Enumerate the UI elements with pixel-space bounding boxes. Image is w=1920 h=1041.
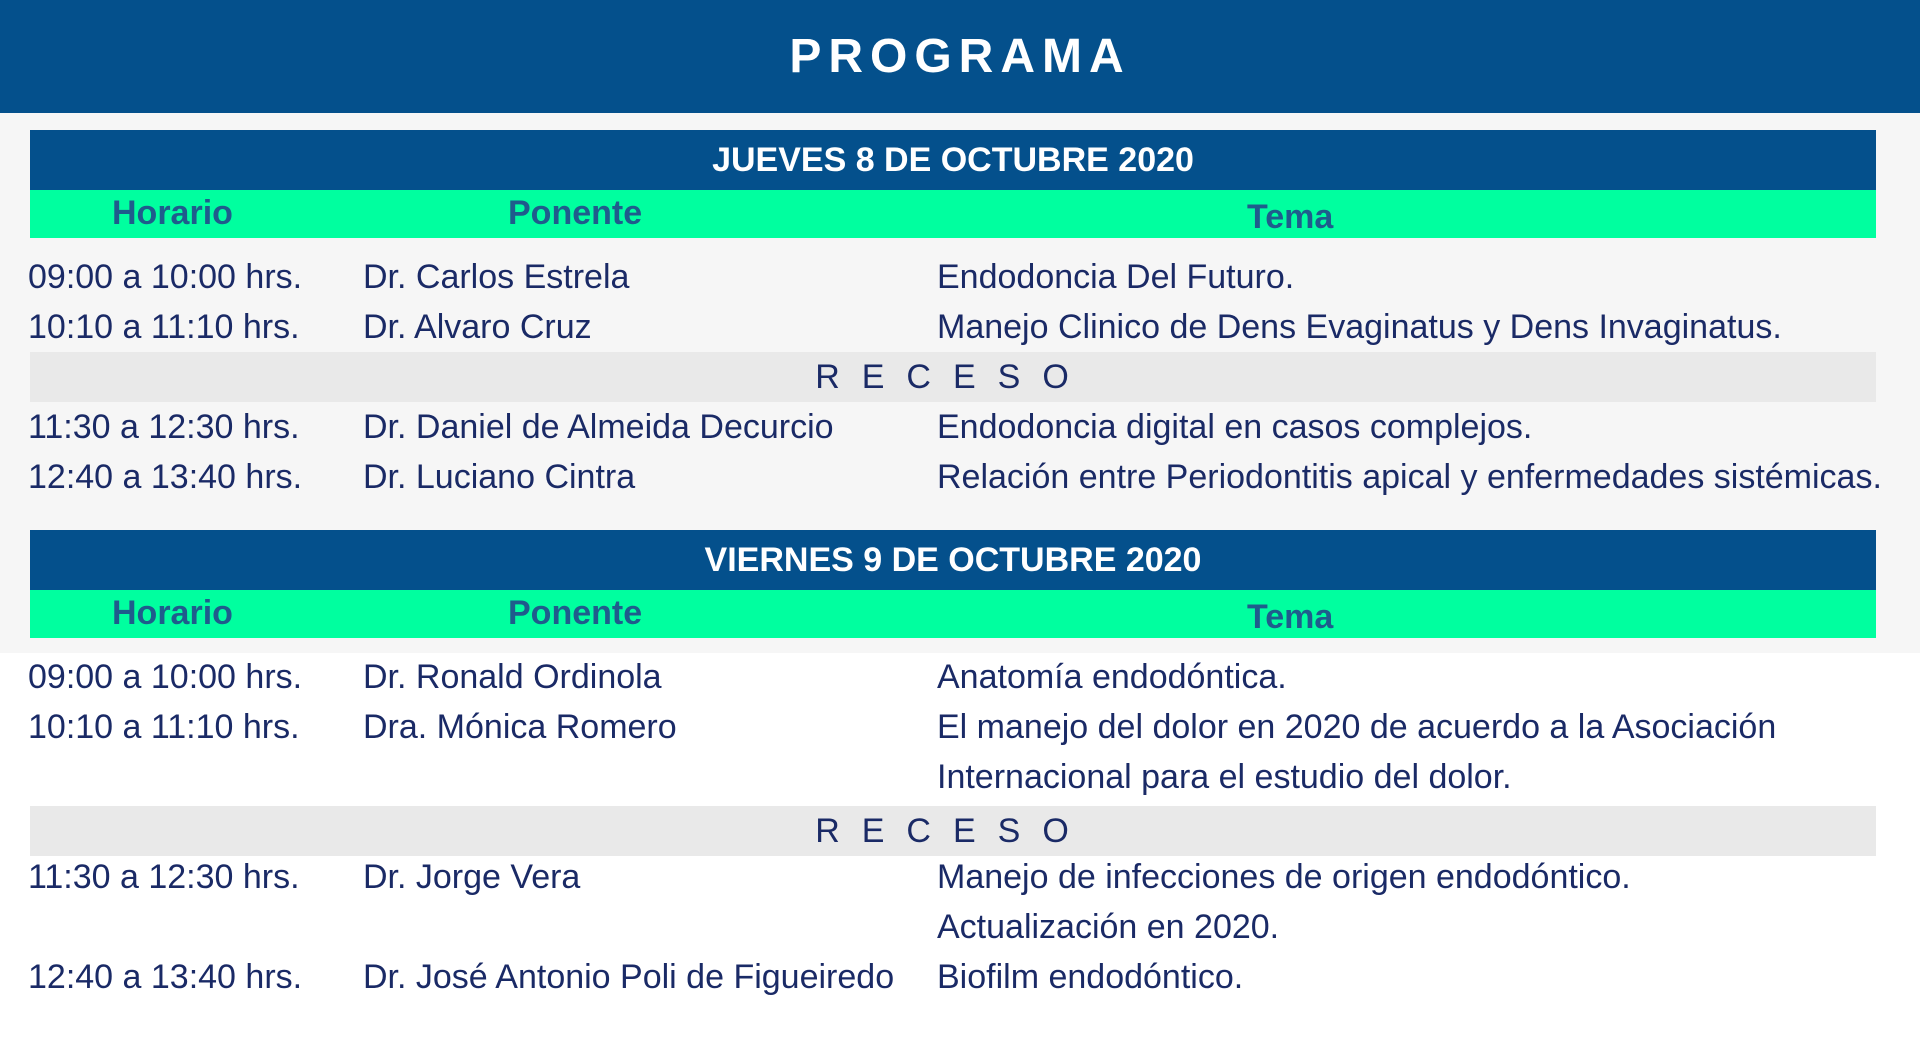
column-header-tema: Tema bbox=[1247, 598, 1334, 636]
column-header-row bbox=[30, 190, 1876, 238]
session-speaker: Dr. Carlos Estrela bbox=[363, 258, 630, 296]
session-speaker: Dr. José Antonio Poli de Figueiredo bbox=[363, 958, 895, 996]
session-row bbox=[30, 408, 1876, 456]
session-row bbox=[30, 858, 1876, 906]
session-topic: Endodoncia Del Futuro. bbox=[937, 258, 1295, 296]
session-topic: Manejo Clinico de Dens Evaginatus y Dens Invaginatus. bbox=[937, 308, 1782, 346]
session-row bbox=[30, 958, 1876, 1006]
session-time: 09:00 a 10:00 hrs. bbox=[28, 258, 303, 296]
receso-row: RECESO bbox=[30, 352, 1876, 402]
session-topic: Manejo de infecciones de origen endodóntico. bbox=[937, 858, 1631, 896]
session-topic: El manejo del dolor en 2020 de acuerdo a la Asociación bbox=[937, 708, 1777, 746]
column-header-horario: Horario bbox=[112, 194, 233, 232]
session-time: 11:30 a 12:30 hrs. bbox=[28, 858, 300, 896]
session-row bbox=[30, 708, 1876, 756]
program-title-bar bbox=[0, 0, 1920, 113]
day-header-thursday: JUEVES 8 DE OCTUBRE 2020 bbox=[30, 130, 1876, 190]
session-topic: Relación entre Periodontitis apical y enfermedades sistémicas. bbox=[937, 458, 1882, 496]
session-topic: Biofilm endodóntico. bbox=[937, 958, 1244, 996]
session-time: 11:30 a 12:30 hrs. bbox=[28, 408, 300, 446]
column-header-ponente: Ponente bbox=[508, 594, 643, 632]
session-time: 10:10 a 11:10 hrs. bbox=[28, 308, 300, 346]
session-speaker: Dr. Ronald Ordinola bbox=[363, 658, 662, 696]
session-time: 09:00 a 10:00 hrs. bbox=[28, 658, 303, 696]
session-time: 12:40 a 13:40 hrs. bbox=[28, 458, 303, 496]
day-header-friday: VIERNES 9 DE OCTUBRE 2020 bbox=[30, 530, 1876, 590]
session-time: 12:40 a 13:40 hrs. bbox=[28, 958, 303, 996]
session-speaker: Dra. Mónica Romero bbox=[363, 708, 677, 746]
session-time: 10:10 a 11:10 hrs. bbox=[28, 708, 300, 746]
session-topic: Endodoncia digital en casos complejos. bbox=[937, 408, 1533, 446]
program-title: PROGRAMA bbox=[789, 30, 1131, 83]
session-speaker: Dr. Jorge Vera bbox=[363, 858, 581, 896]
session-row bbox=[30, 258, 1876, 306]
session-speaker: Dr. Alvaro Cruz bbox=[363, 308, 592, 346]
column-header-horario: Horario bbox=[112, 594, 233, 632]
column-header-ponente: Ponente bbox=[508, 194, 643, 232]
session-speaker: Dr. Daniel de Almeida Decurcio bbox=[363, 408, 834, 446]
session-topic-line2: Internacional para el estudio del dolor. bbox=[937, 758, 1512, 796]
column-header-row bbox=[30, 590, 1876, 638]
session-topic-continuation bbox=[30, 758, 1876, 806]
session-topic: Anatomía endodóntica. bbox=[937, 658, 1287, 696]
session-topic-line2: Actualización en 2020. bbox=[937, 908, 1280, 946]
session-row bbox=[30, 308, 1876, 356]
session-speaker: Dr. Luciano Cintra bbox=[363, 458, 636, 496]
receso-row: RECESO bbox=[30, 806, 1876, 856]
session-row bbox=[28, 458, 1882, 506]
column-header-tema: Tema bbox=[1247, 198, 1334, 236]
session-topic-continuation bbox=[30, 908, 1876, 956]
session-row bbox=[30, 658, 1876, 706]
